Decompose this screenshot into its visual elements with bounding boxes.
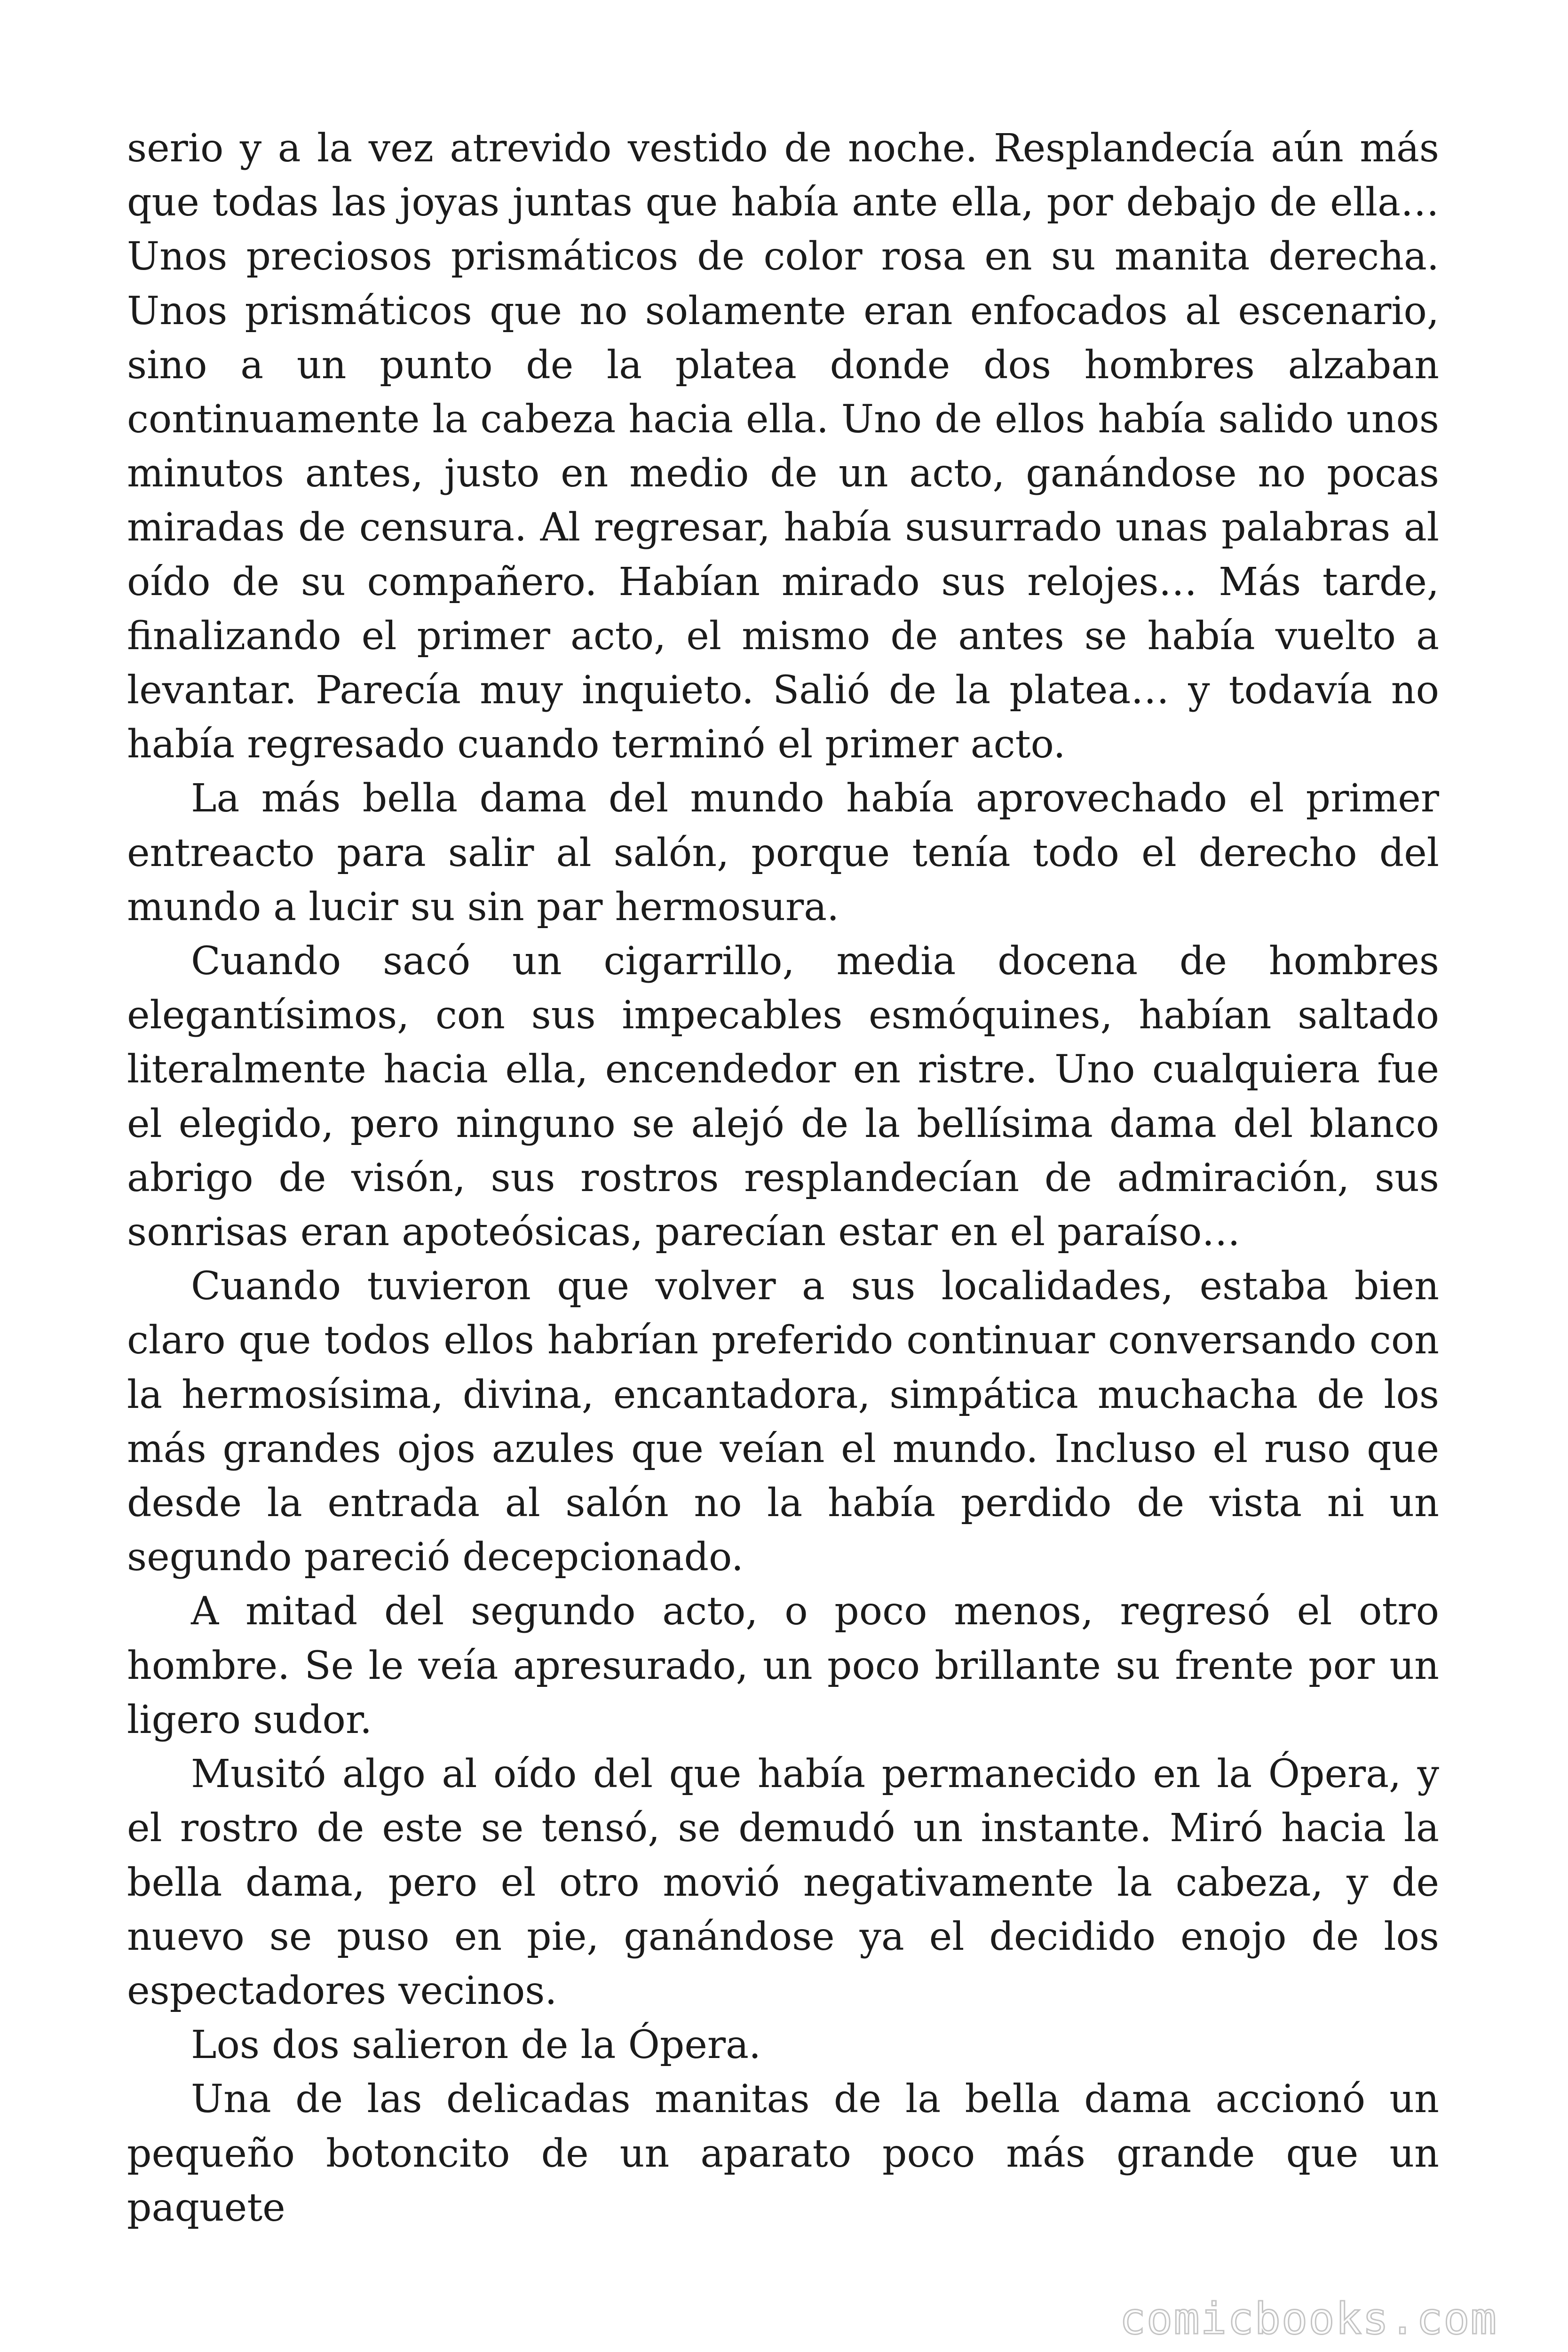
paragraph: A mitad del segundo acto, o poco menos, regresó el otro hombre. Se le veía apresurado, un poco brillante su frente por un ligero sudor. <box>127 1589 1439 1742</box>
watermark: comicbooks.com <box>1119 2294 1497 2344</box>
paragraph: Cuando tuvieron que volver a sus localidades, estaba bien claro que todos ellos habrían preferido continuar conversando con la hermosísima, divina, encantadora, simpática muchacha de los más grandes ojos azules que veían el mundo. Incluso el ruso que desde la entrada al salón no la había perdido de vista ni un segundo pareció decepcionado. <box>127 1264 1439 1580</box>
paragraph: Cuando sacó un cigarrillo, media docena de hombres elegantísimos, con sus impecables esmóquines, habían saltado literalmente hacia ella, encendedor en ristre. Uno cualquiera fue el elegido, pero ninguno se alejó de la bellísima dama del blanco abrigo de visón, sus rostros resplandecían de admiración, sus sonrisas eran apoteósicas, parecían estar en el paraíso… <box>127 939 1439 1255</box>
paragraph: La más bella dama del mundo había aprovechado el primer entreacto para salir al salón, porque tenía todo el derecho del mundo a lucir su sin par hermosura. <box>127 776 1439 930</box>
paragraph: Los dos salieron de la Ópera. <box>191 2023 761 2068</box>
paragraph: Musitó algo al oído del que había permanecido en la Ópera, y el rostro de este se tensó, se demudó un instante. Miró hacia la bella dama, pero el otro movió negativamente la cabeza, y de nuevo se puso en pie, ganándose ya el decidido enojo de los espectadores vecinos. <box>127 1752 1439 2013</box>
paragraph: Una de las delicadas manitas de la bella dama accionó un pequeño botoncito de un aparato poco más grande que un paquete <box>127 2077 1439 2230</box>
paragraph: serio y a la vez atrevido vestido de noche. Resplandecía aún más que todas las joyas juntas que había ante ella, por debajo de ella… Unos preciosos prismáticos de color rosa en su manita derecha. Unos prismáticos que no solamente eran enfocados al escenario, sino a un punto de la platea donde dos hombres alzaban continuamente la cabeza hacia ella. Uno de ellos había salido unos minutos antes, justo en medio de un acto, ganándose no pocas miradas de censura. Al regresar, había susurrado unas palabras al oído de su compañero. Habían mirado sus relojes… Más tarde, finalizando el primer acto, el mismo de antes se había vuelto a levantar. Parecía muy inquieto. Salió de la platea… y todavía no había regresado cuando terminó el primer acto. <box>127 126 1439 767</box>
page-text <box>127 121 1439 2235</box>
